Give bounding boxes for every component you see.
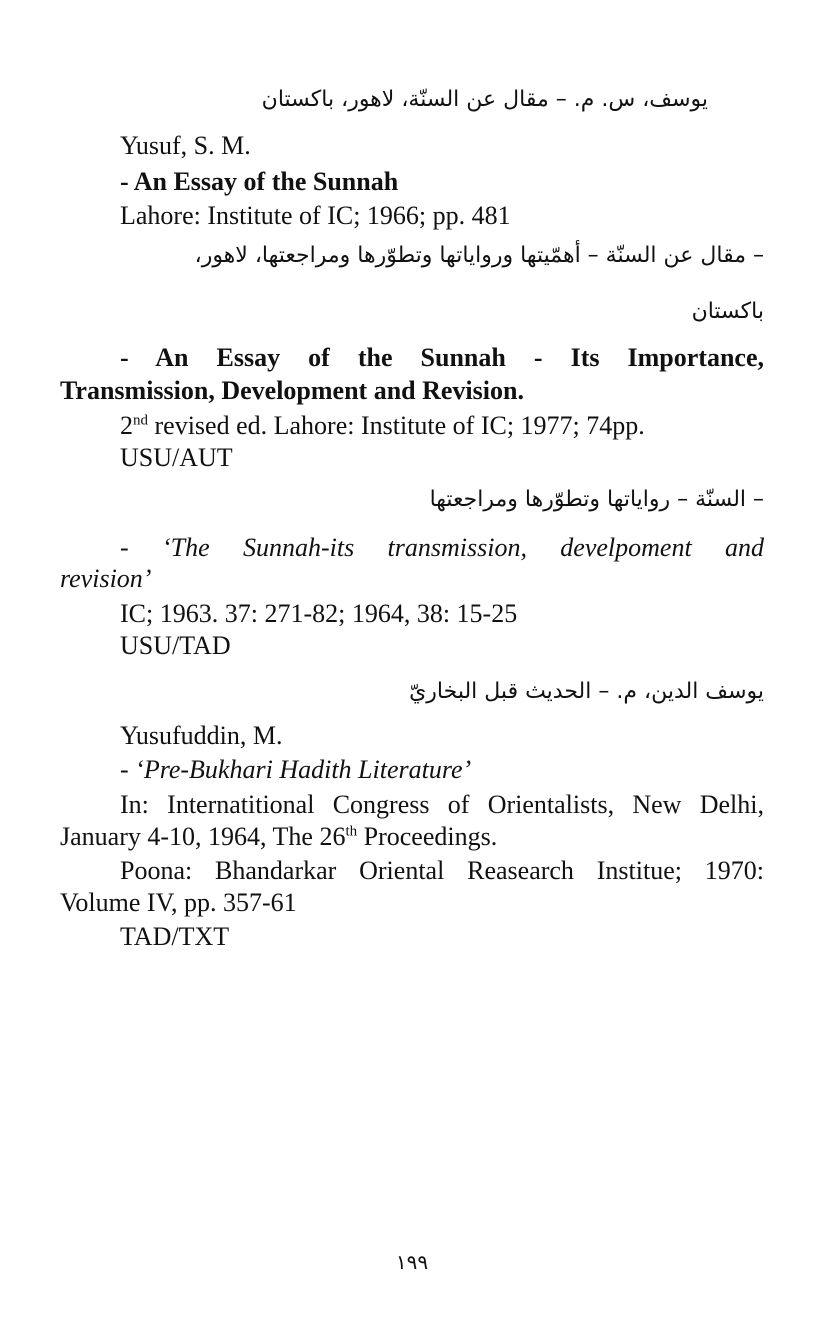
page-number: ١٩٩ <box>395 1250 429 1274</box>
library-code: USU/TAD <box>120 631 231 660</box>
article-title-continued: revision’ <box>60 564 152 593</box>
publication-info: Poona: Bhandarkar Oriental Reasearch Institue; 1970: <box>120 856 764 885</box>
author-name: Yusufuddin, M. <box>120 721 283 750</box>
publication-info: IC; 1963. 37: 271-82; 1964, 38: 15-25 <box>120 599 518 628</box>
article-title: - ‘The Sunnah-its transmission, develpoment and <box>120 533 764 562</box>
arabic-entry-header: يوسف الدين، م. – الحديث قبل البخاريّ <box>409 679 764 704</box>
author-name: Yusuf, S. M. <box>120 131 251 160</box>
publication-info: Lahore: Institute of IC; 1966; pp. 481 <box>120 201 511 230</box>
arabic-work-title-continued: باكستان <box>691 299 764 324</box>
arabic-work-title: – مقال عن السنّة – أهمّيتها ورواياتها وتطوّرها ومراجعتها، لاهور، <box>194 243 764 268</box>
work-title-continued: Transmission, Development and Revision. <box>60 376 524 405</box>
library-code: USU/AUT <box>120 443 233 472</box>
publication-info: 2nd revised ed. Lahore: Institute of IC; 1977; 74pp. <box>120 411 645 440</box>
work-title: - An Essay of the Sunnah <box>120 167 399 196</box>
arabic-entry-header: يوسف، س. م. – مقال عن السنّة، لاهور، باكستان <box>261 87 708 112</box>
publication-info-continued: Volume IV, pp. 357-61 <box>60 888 297 917</box>
document-page <box>60 0 764 1328</box>
conference-info-continued: January 4-10, 1964, The 26th Proceedings. <box>60 822 498 851</box>
article-title: - ‘Pre-Bukhari Hadith Literature’ <box>120 755 472 784</box>
work-title: - An Essay of the Sunnah - Its Importance, <box>120 343 764 372</box>
arabic-work-title: – السنّة – رواياتها وتطوّرها ومراجعتها <box>429 487 764 512</box>
conference-info: In: Internatitional Congress of Orientalists, New Delhi, <box>120 790 764 819</box>
library-code: TAD/TXT <box>120 922 230 951</box>
